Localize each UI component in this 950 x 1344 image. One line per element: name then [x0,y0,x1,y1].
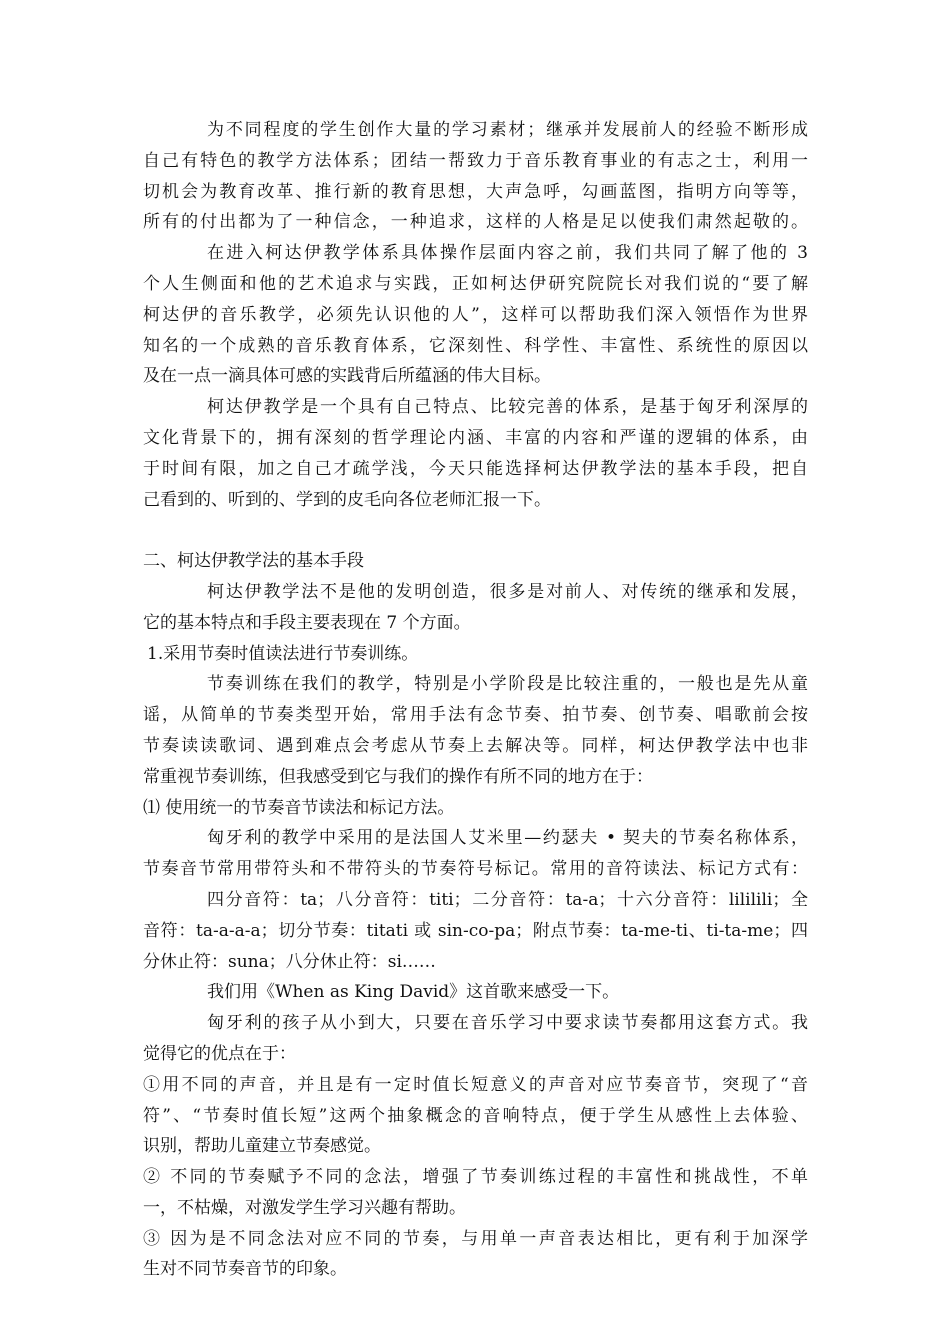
text-line: 四分音符：ta；八分音符：titi；二分音符：ta-a；十六分音符：lilili​li；全 [207,889,808,910]
text-line: 节奏训练在我们的教学，特别是小学阶段是比较注重的，一般也是先从童 [207,674,808,695]
song-line: 我们用《When as King David》这首歌来感受一下。 [207,982,620,1003]
text-line: 识别，帮助儿童建立节奏感觉。 [143,1136,381,1157]
text-line: 一，不枯燥，对激发学生学习兴趣有帮助。 [143,1197,466,1218]
text-line: 分休止符：suna；八分休止符：si…… [143,951,436,972]
section-intro [143,577,808,639]
document-page [143,115,808,1285]
text-line: 匈牙利的教学中采用的是法国人艾米里—约瑟夫 • 契夫的节奏名称体系， [207,828,808,849]
text-line: 节奏音节常用带符头和不带符头的节奏符号标记。常用的音符读法、标记方式有： [143,859,808,880]
text-line: 及在一点一滴具体可感的实践背后所蕴涵的伟大目标。 [143,366,551,387]
paragraph-1 [143,115,808,238]
item-1-heading: 1.采用节奏时值读法进行节奏训练。 [147,643,419,664]
item-1-paragraph [143,669,808,792]
text-line: 所有的付出都为了一种信念，一种追求，这样的人格是足以使我们肃然起敬的。 [143,212,808,233]
text-line: 匈牙利的孩子从小到大，只要在音乐学习中要求读节奏都用这套方式。我 [207,1013,808,1034]
text-line: 在进入柯达伊教学体系具体操作层面内容之前，我们共同了解了他的 3 [207,243,808,264]
text-line: ② 不同的节奏赋予不同的念法，增强了节奏训练过程的丰富性和挑战性，不单 [143,1167,808,1188]
text-line: 文化背景下的，拥有深刻的哲学理论内涵、丰富的内容和严谨的逻辑的体系，由 [143,427,808,448]
text-line: 节奏读读歌词、遇到难点会考虑从节奏上去解决等。同样，柯达伊教学法中也非 [143,735,808,756]
sub-1-heading: ⑴ 使用统一的节奏音节读法和标记方法。 [143,797,455,818]
sub-1-paragraph [143,823,808,885]
section-heading: 二、柯达伊教学法的基本手段 [143,551,364,572]
notation-paragraph [143,885,808,977]
text-line: 个人生侧面和他的艺术追求与实践，正如柯达伊研究院院长对我们说的“要了解 [143,273,808,294]
paragraph-2 [143,238,808,392]
text-line: 它的基本特点和手段主要表现在 7 个方面。 [143,612,471,633]
advantage-2 [143,1162,808,1224]
text-line: 切机会为教育改革、推行新的教育思想，大声急呼，勾画蓝图，指明方向等等， [143,181,808,202]
paragraph-3 [143,392,808,515]
advantages-intro [143,1008,808,1070]
text-line: ①用不同的声音，并且是有一定时值长短意义的声音对应节奏音节，突现了“音 [143,1074,808,1095]
text-line: 于时间有限，加之自己才疏学浅，今天只能选择柯达伊教学法的基本手段，把自 [143,458,808,479]
text-line: 自己有特色的教学方法体系；团结一帮致力于音乐教育事业的有志之士，利用一 [143,150,808,171]
text-line: 觉得它的优点在于： [143,1043,296,1064]
blank-line [143,515,808,546]
text-line: 柯达伊教学法不是他的发明创造，很多是对前人、对传统的继承和发展， [207,581,808,602]
text-line: 生对不同节奏音节的印象。 [143,1259,347,1280]
text-line: 谣，从简单的节奏类型开始，常用手法有念节奏、拍节奏、创节奏、唱歌前会按 [143,705,808,726]
text-line: ③ 因为是不同念法对应不同的节奏，与用单一声音表达相比，更有利于加深学 [143,1228,808,1249]
text-line: 符”、“节奏时值长短”这两个抽象概念的音响特点，便于学生从感性上去体验、 [143,1105,808,1126]
text-line: 音符：ta-a-a-a；切分节奏：titati 或 sin-co-pa；附点节奏：ta-me-ti、ti-ta-me；四 [143,920,808,941]
advantage-1 [143,1070,808,1162]
text-line: 知名的一个成熟的音乐教育体系，它深刻性、科学性、丰富性、系统性的原因以 [143,335,808,356]
text-line: 常重视节奏训练，但我感受到它与我们的操作有所不同的地方在于： [143,766,653,787]
text-line: 柯达伊教学是一个具有自己特点、比较完善的体系，是基于匈牙利深厚的 [207,397,808,418]
advantage-3 [143,1224,808,1286]
text-line: 己看到的、听到的、学到的皮毛向各位老师汇报一下。 [143,489,551,510]
text-line: 柯达伊的音乐教学，必须先认识他的人”，这样可以帮助我们深入领悟作为世界 [143,304,808,325]
text-line: 为不同程度的学生创作大量的学习素材；继承并发展前人的经验不断形成 [207,120,808,140]
